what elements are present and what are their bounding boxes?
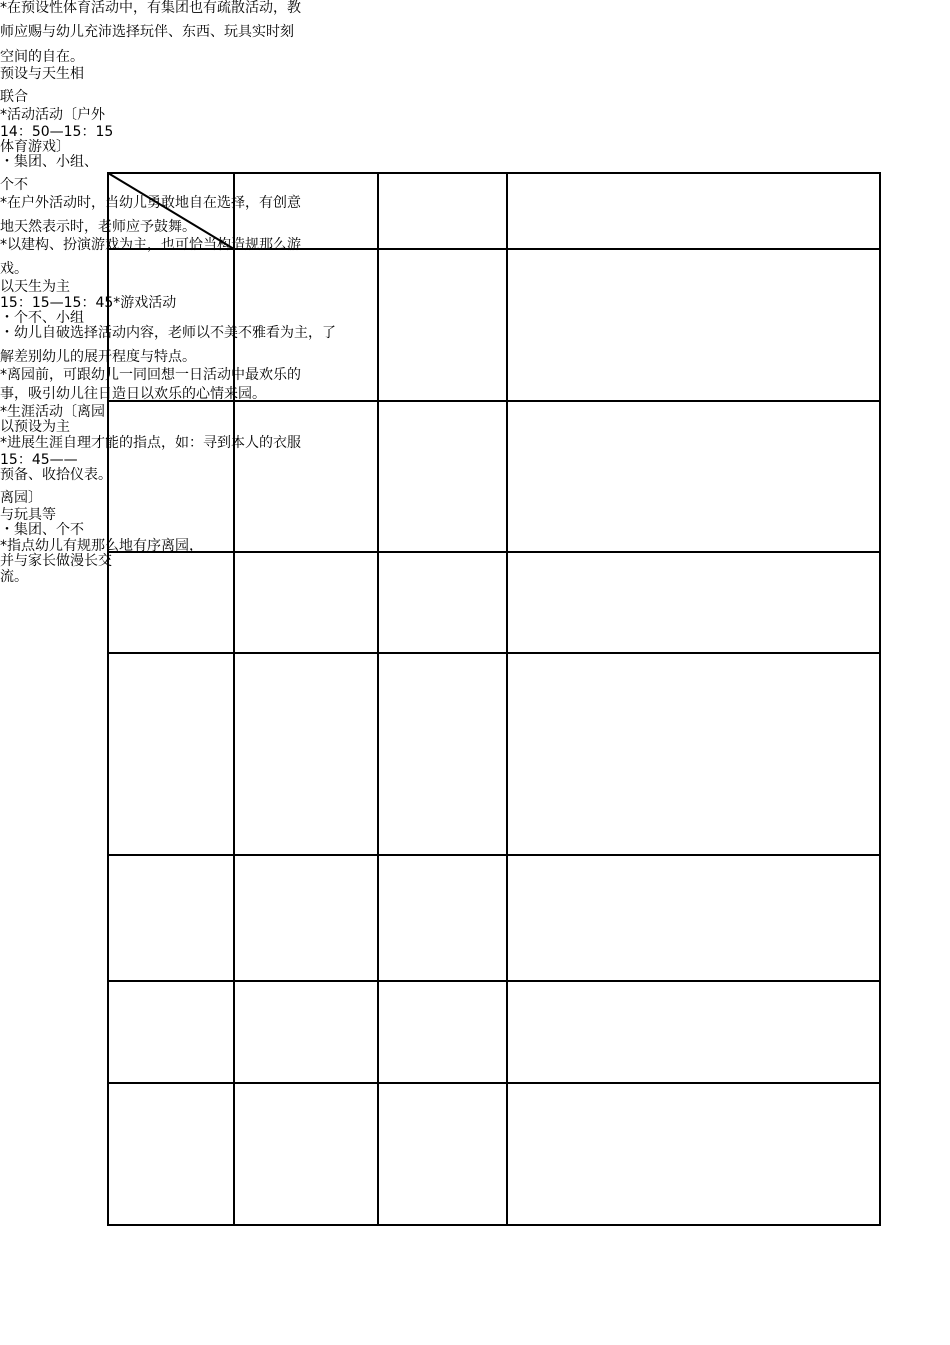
text-line: 并与家长做漫长交 <box>0 553 112 569</box>
text-line: *进展生涯自理才能的指点，如：寻到本人的衣服 <box>0 435 301 451</box>
text-line: 15：45—— <box>0 452 78 468</box>
text-line: ・个不、小组 <box>0 310 84 326</box>
text-line: ・集团、小组、 <box>0 154 98 170</box>
text-line: ・集团、个不 <box>0 522 84 538</box>
text-line: 个不 <box>0 177 28 193</box>
text-line: 离园〕 <box>0 490 42 506</box>
text-line: 事，吸引幼儿往日造日以欢乐的心情来园。 <box>0 386 266 402</box>
text-line: 地天然表示时，老师应予鼓舞。 <box>0 219 196 235</box>
text-line: 戏。 <box>0 261 28 277</box>
text-line: 以天生为主 <box>0 279 70 295</box>
text-line: *指点幼儿有规那么地有序离园， <box>0 538 203 554</box>
text-line: 预设与天生相 <box>0 66 84 82</box>
text-line: *生涯活动〔离园 <box>0 404 105 420</box>
text-line: 师应赐与幼儿充沛选择玩伴、东西、玩具实时刻 <box>0 24 294 40</box>
text-line: *活动活动〔户外 <box>0 107 105 123</box>
text-line: *以建构、扮演游戏为主，也可恰当构造规那么游 <box>0 237 301 253</box>
text-line: 体育游戏〕 <box>0 139 70 155</box>
text-line: 空间的自在。 <box>0 49 84 65</box>
text-line: 与玩具等 <box>0 507 56 523</box>
text-line: 解差别幼儿的展开程度与特点。 <box>0 349 196 365</box>
text-line: 联合 <box>0 89 28 105</box>
text-line: 以预设为主 <box>0 419 70 435</box>
text-line: 14：50—15：15 <box>0 124 114 140</box>
text-line: *离园前，可跟幼儿一同回想一日活动中最欢乐的 <box>0 367 301 383</box>
text-line: 流。 <box>0 569 28 585</box>
text-line: 预备、收拾仪表。 <box>0 467 112 483</box>
text-line: 15：15—15：45*游戏活动 <box>0 295 177 311</box>
text-line: *在预设性体育活动中，有集团也有疏散活动，教 <box>0 0 301 16</box>
text-line: ・幼儿自破选择活动内容，老师以不美不雅看为主，了 <box>0 325 336 341</box>
text-line: *在户外活动时，当幼儿勇敢地自在选择，有创意 <box>0 195 301 211</box>
